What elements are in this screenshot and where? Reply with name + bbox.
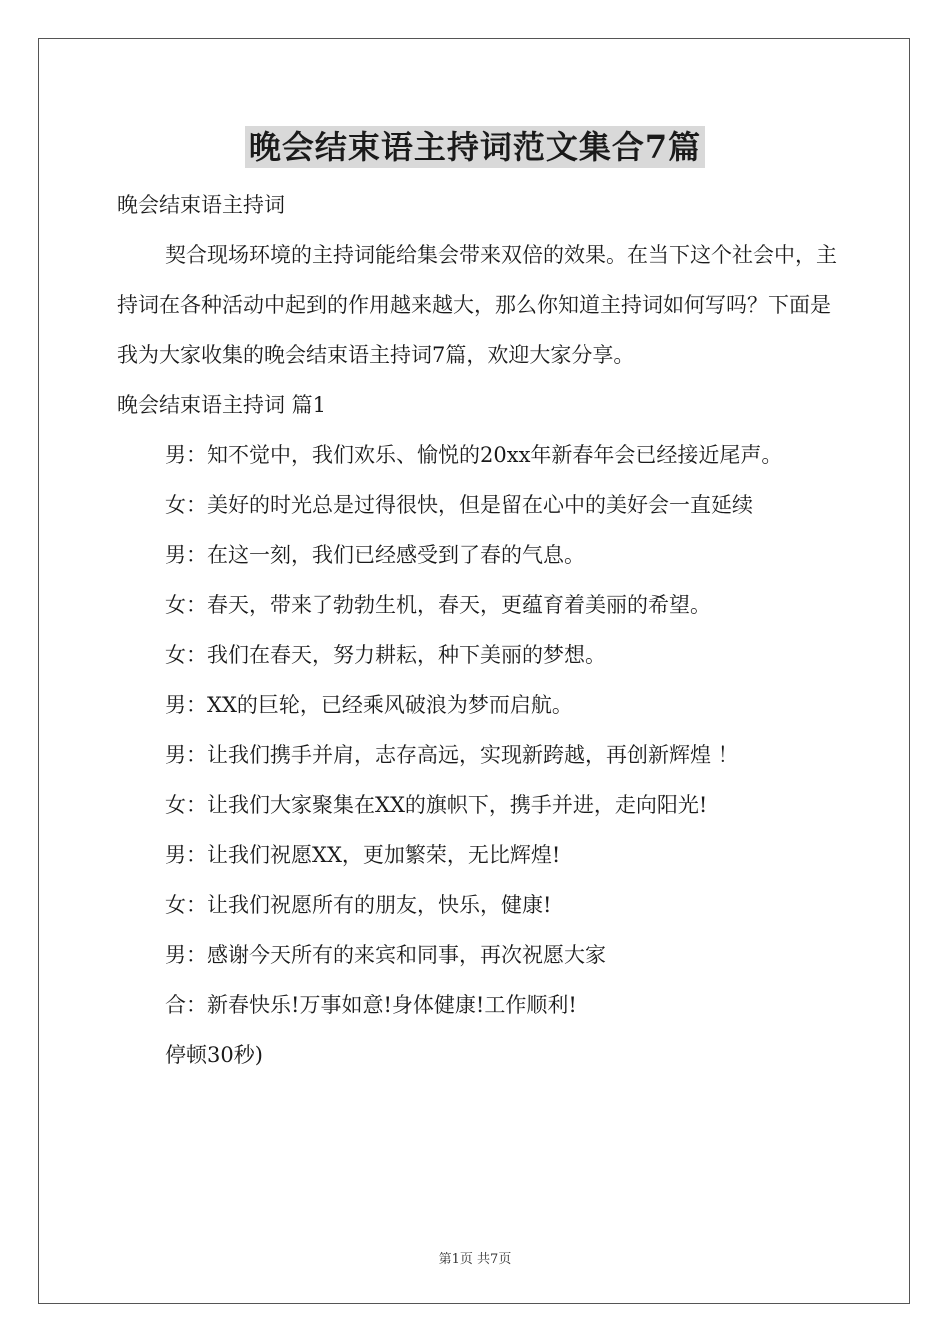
dialogue-line: 男：让我们携手并肩，志存高远，实现新跨越，再创新辉煌 ！ [165,743,739,767]
dialogue-line: 合：新春快乐!万事如意!身体健康!工作顺利! [165,993,577,1017]
document-body [117,180,837,1080]
page-number: 第1页 共7页 [438,1252,512,1267]
dialogue-line: 男：让我们祝愿XX，更加繁荣，无比辉煌! [165,843,561,867]
dialogue-line: 女：让我们大家聚集在XX的旗帜下，携手并进，走向阳光! [165,793,708,817]
dialogue-line: 女：美好的时光总是过得很快，但是留在心中的美好会一直延续 [165,493,753,517]
dialogue-line: 女：我们在春天，努力耕耘，种下美丽的梦想。 [165,643,606,667]
document-title: 晚会结束语主持词范文集合7篇 [245,126,705,168]
dialogue-line: 男：在这一刻，我们已经感受到了春的气息。 [165,543,585,567]
section-heading: 晚会结束语主持词 篇1 [117,393,327,417]
dialogue-line: 女：春天，带来了勃勃生机，春天，更蕴育着美丽的希望。 [165,593,711,617]
dialogue-line: 女：让我们祝愿所有的朋友，快乐，健康! [165,893,552,917]
dialogue-line: 男：感谢今天所有的来宾和同事，再次祝愿大家 [165,943,606,967]
intro-paragraph: 契合现场环境的主持词能给集会带来双倍的效果。在当下这个社会中，主持词在各种活动中起到的作用越来越大，那么你知道主持词如何写吗？下面是我为大家收集的晚会结束语主持词7篇，欢迎大家分享。 [117,243,837,367]
dialogue-line: 男：知不觉中，我们欢乐、愉悦的20xx年新春年会已经接近尾声。 [165,443,783,467]
title-container [0,126,950,168]
document-subtitle: 晚会结束语主持词 [117,193,285,217]
dialogue-line: 男：XX的巨轮，已经乘风破浪为梦而启航。 [165,693,573,717]
dialogue-line: 停顿30秒) [165,1043,263,1067]
page-footer [0,1248,950,1267]
